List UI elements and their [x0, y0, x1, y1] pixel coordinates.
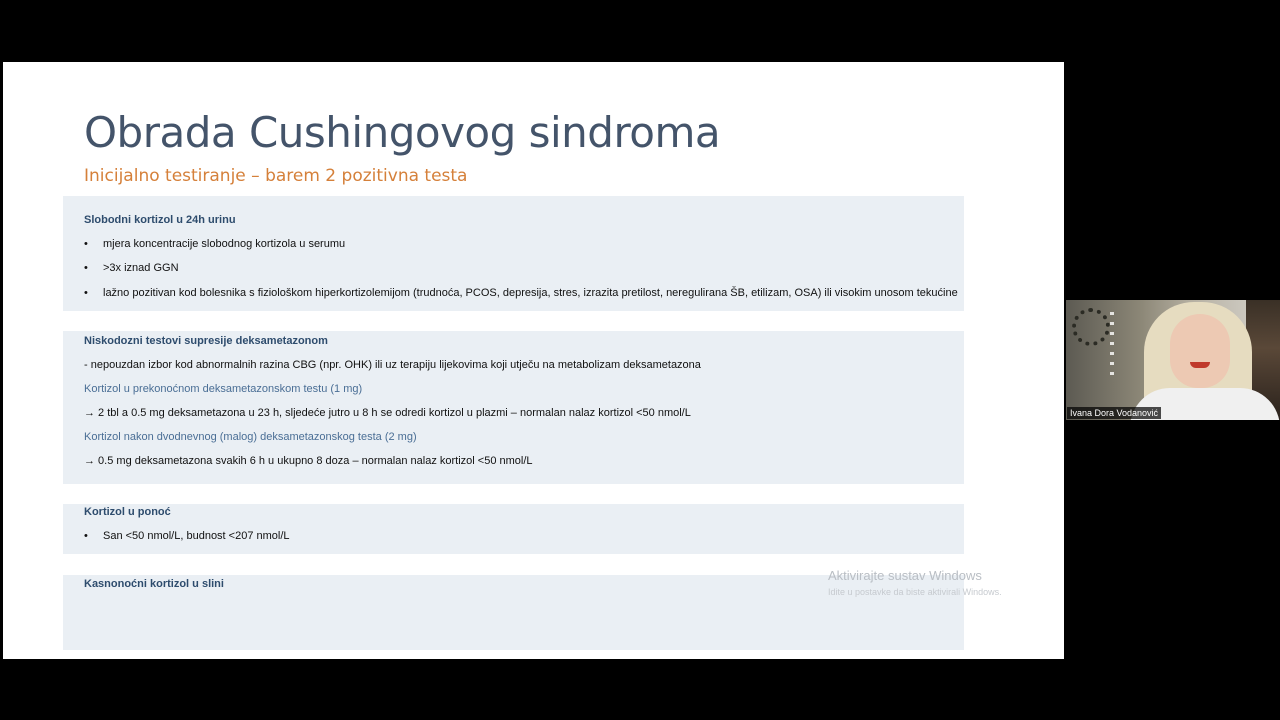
urine-cortisol-box: [63, 196, 964, 311]
slide-title: Obrada Cushingovog sindroma: [84, 108, 721, 157]
string-lights: [1110, 312, 1114, 382]
box-heading: Kortizol u ponoć: [84, 506, 171, 518]
wreath-decoration: [1072, 308, 1110, 346]
box-subheading: Kortizol u prekonoćnom deksametazonskom testu (1 mg): [84, 383, 363, 395]
bullet-marker: •: [84, 262, 88, 274]
bullet-text: San <50 nmol/L, budnost <207 nmol/L: [103, 530, 290, 542]
bullet-text: lažno pozitivan kod bolesnika s fiziološkom hiperkortizolemijom (trudnoća, PCOS, depresija, stres, izrazita pretilost, neregulirana ŠB, etilizam, OSA) ili visokim unosom tekućine: [103, 287, 958, 299]
participant-name-label: Ivana Dora Vodanović: [1067, 407, 1161, 419]
participant-face: [1170, 314, 1230, 388]
box-heading: Niskodozni testovi supresije deksametazonom: [84, 335, 328, 347]
box-heading: Kasnonoćni kortizol u slini: [84, 578, 224, 590]
bullet-text: mjera koncentracije slobodnog kortizola u serumu: [103, 238, 346, 250]
bullet-marker: •: [84, 530, 88, 542]
box-text: → 2 tbl a 0.5 mg deksametazona u 23 h, sljedeće jutro u 8 h se odredi kortizol u plazmi – normalan nalaz kortizol <50 nmol/L: [84, 407, 691, 419]
bullet-marker: •: [84, 287, 88, 299]
bullet-marker: •: [84, 238, 88, 250]
windows-activation-watermark: Aktivirajte sustav Windows: [828, 568, 982, 583]
box-text: → 0.5 mg deksametazona svakih 6 h u ukupno 8 doza – normalan nalaz kortizol <50 nmol/L: [84, 455, 533, 467]
bullet-text: >3x iznad GGN: [103, 262, 179, 274]
slide-subtitle: Inicijalno testiranje – barem 2 pozitivna testa: [84, 166, 468, 186]
box-subheading: Kortizol nakon dvodnevnog (malog) deksametazonskog testa (2 mg): [84, 431, 417, 443]
midnight-cortisol-box: [63, 504, 964, 554]
box-note: - nepouzdan izbor kod abnormalnih razina CBG (npr. OHK) ili uz terapiju lijekovima koji utječu na metabolizam deksametazona: [84, 359, 701, 371]
box-heading: Slobodni kortizol u 24h urinu: [84, 214, 236, 226]
participant-video-tile[interactable]: [1066, 300, 1280, 420]
dexamethasone-test-box: [63, 331, 964, 484]
participant-mouth: [1190, 362, 1210, 368]
windows-activation-hint: Idite u postavke da biste aktivirali Windows.: [828, 587, 1002, 597]
